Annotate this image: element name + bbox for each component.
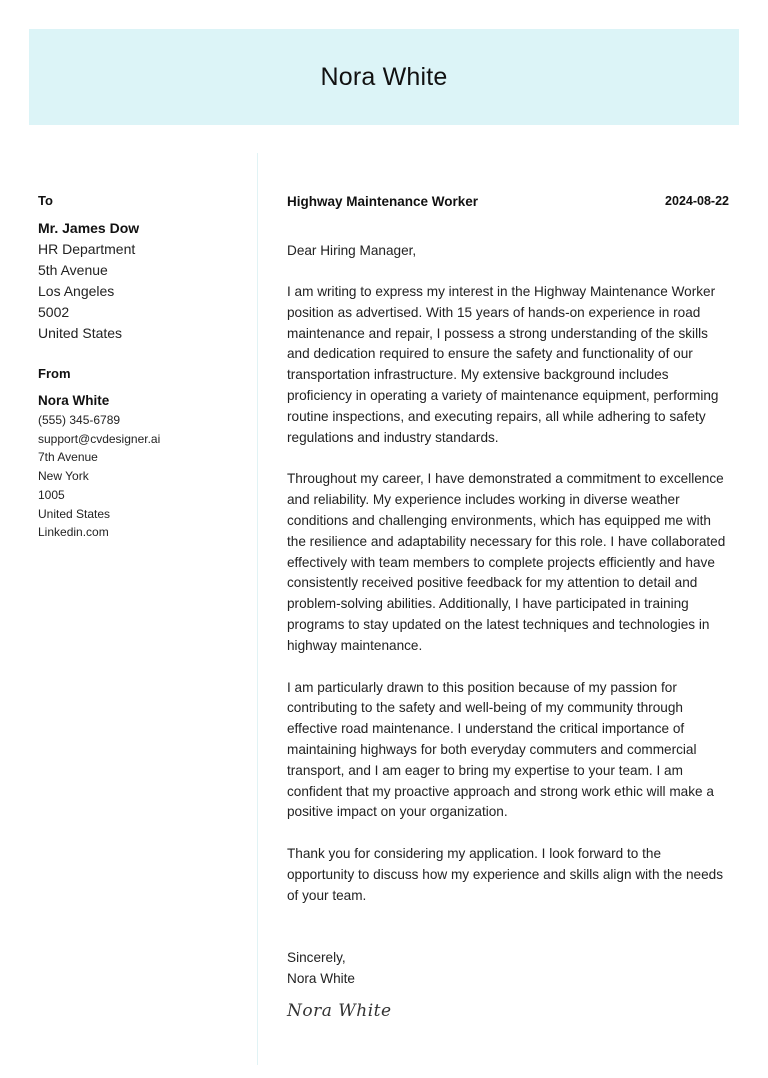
sender-city: New York	[38, 469, 89, 484]
sender-postal-code: 1005	[38, 487, 65, 502]
sender-name: Nora White	[38, 393, 110, 408]
sender-phone: (555) 345-6789	[38, 413, 121, 427]
sender-street: 7th Avenue	[38, 450, 98, 465]
recipient-country: United States	[38, 325, 123, 341]
paragraph-experience: Throughout my career, I have demonstrated a commitment to excellence and reliability. My experience includes working in diverse weather conditions and challenging environments, which has equipped me with the resilience and adaptability necessary for this role. I have collaborated effectively with team members to complete projects efficiently and have consistently received positive feedback for my attention to detail and problem-solving abilities. Additionally, I have participated in training programs to stay updated on the latest techniques and technologies in highway maintenance.	[287, 471, 726, 653]
letter-title-row	[287, 190, 729, 212]
sender-country: United States	[38, 506, 111, 521]
job-title: Highway Maintenance Worker	[287, 193, 479, 209]
paragraph-intro: I am writing to express my interest in the Highway Maintenance Worker position as advertised. With 15 years of hands-on experience in road maintenance and repair, I possess a strong understanding of the skills and dedication required to ensure the safety and functionality of our transportation infrastructure. My extensive background includes proficiency in operating a variety of maintenance equipment, performing routine inspections, and executing repairs, all while adhering to safety regulations and industry standards.	[287, 284, 719, 445]
sender-linkedin: Linkedin.com	[38, 525, 109, 540]
salutation: Dear Hiring Manager,	[287, 243, 417, 258]
recipient-postal-code: 5002	[38, 304, 70, 320]
letter-body	[287, 190, 729, 1021]
handwritten-signature: Nora White	[287, 1000, 392, 1021]
header-band	[29, 29, 739, 125]
recipient-street: 5th Avenue	[38, 262, 108, 278]
contact-sidebar	[38, 190, 248, 542]
paragraph-thanks: Thank you for considering my application. I look forward to the opportunity to discuss how my experience and skills align with the needs of your team.	[287, 846, 723, 903]
sender-email: support@cvdesigner.ai	[38, 431, 161, 446]
letter-date: 2024-08-22	[665, 194, 729, 208]
paragraph-motivation: I am particularly drawn to this position because of my passion for contributing to the safety and well-being of my community through effective road maintenance. I understand the critical importance of maintaining highways for both everyday commuters and commercial transport, and I am eager to bring my expertise to your team. I am confident that my proactive approach and strong work ethic will make a positive impact on your organization.	[287, 679, 714, 820]
recipient-name: Mr. James Dow	[38, 220, 140, 236]
recipient-department: HR Department	[38, 241, 136, 257]
recipient-city: Los Angeles	[38, 283, 115, 299]
from-label: From	[38, 366, 71, 381]
to-label: To	[38, 193, 53, 208]
signature-name: Nora White	[287, 970, 355, 986]
page-title: Nora White	[320, 62, 448, 91]
column-divider	[257, 153, 258, 1065]
closing: Sincerely,	[287, 949, 346, 965]
